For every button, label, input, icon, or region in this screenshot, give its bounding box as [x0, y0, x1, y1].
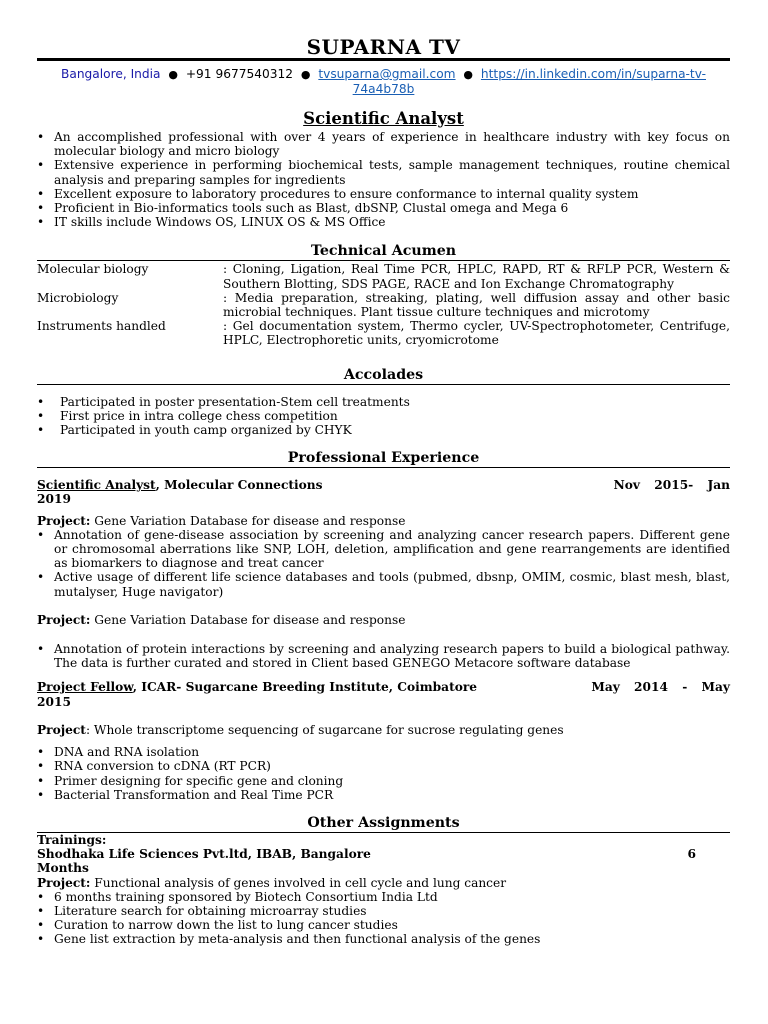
technical-heading: Technical Acumen	[310, 243, 457, 260]
project-line	[37, 723, 730, 737]
job-dates: Nov 2015- Jan	[613, 478, 730, 493]
list-item: • Excellent exposure to laboratory procedures to ensure conformance to internal quality system	[37, 187, 730, 201]
list-item: • RNA conversion to cDNA (RT PCR)	[37, 759, 730, 773]
resume-page	[37, 0, 730, 947]
job-title: Scientific Analyst	[303, 109, 464, 128]
linkedin-link-cont[interactable]: 74a4b78b	[352, 82, 415, 96]
project-label: Project:	[37, 875, 91, 890]
job-dates-cont: 2019	[37, 492, 71, 507]
contact-line	[37, 67, 730, 96]
list-item: • Active usage of different life science databases and tools (pubmed, dbsnp, OMIM, cosmic, blast mesh, blast, mutalyser, Huge navigator)	[37, 570, 730, 598]
project-label: Project:	[37, 612, 91, 627]
accolades-list	[37, 395, 730, 438]
list-item: • Proficient in Bio-informatics tools such as Blast, dbSNP, Clustal omega and Mega 6	[37, 201, 730, 215]
project-line	[37, 876, 730, 890]
separator-dot-icon: ●	[300, 68, 311, 81]
job-role: Project Fellow	[37, 680, 133, 695]
list-item: • DNA and RNA isolation	[37, 745, 730, 759]
project-text: Gene Variation Database for disease and response	[90, 612, 406, 627]
list-item: • An accomplished professional with over 4 years of experience in healthcare industry with key focus on molecular biology and micro biology	[37, 130, 730, 158]
project-list	[37, 642, 730, 670]
skill-label: Instruments handled	[37, 319, 166, 334]
project-text: : Whole transcriptome sequencing of sugarcane for sucrose regulating genes	[85, 722, 564, 737]
skill-value: : Media preparation, streaking, plating, well diffusion assay and other basic microbial techniques. Plant tissue culture techniques and microtomy	[223, 290, 730, 320]
other-heading: Other Assignments	[307, 814, 460, 831]
candidate-name: SUPARNA TV	[306, 35, 461, 59]
section-rule	[37, 260, 730, 261]
list-item: • Participated in youth camp organized by CHYK	[37, 423, 730, 437]
project-line	[37, 514, 730, 528]
training-duration-cont: Months	[37, 861, 89, 876]
list-item: • Extensive experience in performing biochemical tests, sample management techniques, routine chemical analysis and preparing samples for ingredients	[37, 158, 730, 186]
list-item: • Primer designing for specific gene and cloning	[37, 774, 730, 788]
accolades-heading: Accolades	[343, 366, 424, 383]
job-header	[37, 680, 730, 694]
list-item: • Annotation of gene-disease association by screening and analyzing cancer research papers. Different gene or chromosomal aberrations like SNP, LOH, deletion, amplification and gene rearrangements are identified as biomarkers to diagnose and treat cancer	[37, 528, 730, 571]
list-item: • Curation to narrow down the list to lung cancer studies	[37, 918, 730, 932]
separator-dot-icon: ●	[463, 68, 474, 81]
project-label: Project:	[37, 513, 91, 528]
training-duration: 6	[687, 847, 696, 862]
list-item: • Gene list extraction by meta-analysis and then functional analysis of the genes	[37, 932, 730, 946]
separator-dot-icon: ●	[168, 68, 178, 81]
location-text: Bangalore, India	[60, 67, 161, 81]
skill-label: Microbiology	[37, 290, 119, 305]
job-org: , Molecular Connections	[155, 478, 323, 493]
experience-heading: Professional Experience	[287, 450, 480, 467]
list-item: • 6 months training sponsored by Biotech Consortium India Ltd	[37, 890, 730, 904]
job-dates-cont: 2015	[37, 694, 71, 709]
skill-value: : Cloning, Ligation, Real Time PCR, HPLC, RAPD, RT & RFLP PCR, Western & Southern Blotting, SDS PAGE, RACE and Ion Exchange Chromatography	[223, 262, 730, 291]
list-item: • Literature search for obtaining microarray studies	[37, 904, 730, 918]
job-role: Scientific Analyst	[37, 478, 156, 493]
project-line	[37, 613, 730, 627]
technical-table	[37, 262, 730, 347]
list-item: • Bacterial Transformation and Real Time PCR	[37, 788, 730, 802]
list-item: • IT skills include Windows OS, LINUX OS & MS Office	[37, 215, 730, 229]
skill-value: : Gel documentation system, Thermo cycler, UV-Spectrophotometer, Centrifuge, HPLC, Electrophoretic units, cryomicrotome	[223, 319, 730, 348]
job-dates: May 2014 - May	[591, 680, 730, 695]
summary-list	[37, 130, 730, 229]
list-item: • Annotation of protein interactions by screening and analyzing research papers to build a biological pathway. The data is further curated and stored in Client based GENEGO Metacore software database	[37, 642, 730, 670]
job-header	[37, 478, 730, 492]
project-list	[37, 528, 730, 599]
project-list	[37, 745, 730, 802]
email-link[interactable]: tvsuparna@gmail.com	[318, 67, 456, 81]
project-text: Gene Variation Database for disease and response	[90, 513, 406, 528]
job-org: , ICAR- Sugarcane Breeding Institute, Coimbatore	[132, 680, 478, 695]
list-item: • First price in intra college chess competition	[37, 409, 730, 423]
phone-text: +91 9677540312	[185, 67, 293, 81]
skill-label: Molecular biology	[37, 262, 149, 277]
list-item: • Participated in poster presentation-Stem cell treatments	[37, 395, 730, 409]
project-text: Functional analysis of genes involved in cell cycle and lung cancer	[90, 875, 507, 890]
trainings-label: Trainings:	[37, 832, 107, 847]
project-label: Project	[37, 722, 86, 737]
training-list	[37, 890, 730, 947]
training-org: Shodhaka Life Sciences Pvt.ltd, IBAB, Bangalore	[37, 847, 371, 862]
linkedin-link[interactable]: https://in.linkedin.com/in/suparna-tv-	[480, 67, 706, 81]
training-header	[37, 847, 730, 861]
